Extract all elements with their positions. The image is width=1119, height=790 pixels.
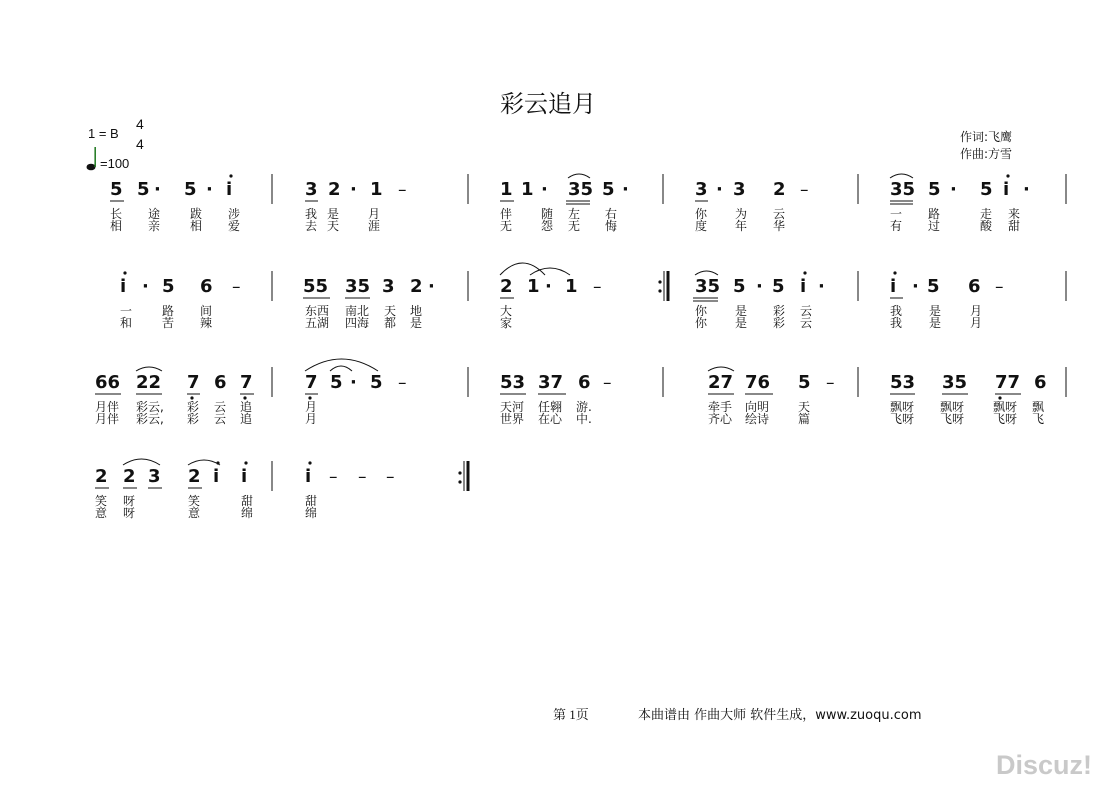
tempo-marking: =100 — [100, 156, 130, 171]
lyric-verse-1: 为 — [735, 207, 748, 221]
lyric-verse-2: 和 — [120, 316, 133, 330]
lyric-verse-2: 齐心 — [708, 412, 733, 426]
sustain-dash: – — [358, 467, 367, 487]
lyric-verse-2: 五湖 — [305, 316, 330, 330]
lyric-verse-1: 走 — [980, 207, 993, 221]
composer: 作曲:方雪 — [960, 147, 1013, 161]
jianpu-note: 77 — [995, 372, 1021, 393]
jianpu-note: 5 — [980, 179, 993, 200]
sustain-dash: – — [386, 467, 395, 487]
lyric-verse-1: 向明 — [745, 400, 770, 414]
jianpu-note: 1 — [527, 276, 540, 297]
jianpu-note: 6 — [578, 372, 591, 393]
dot-mark: · — [428, 276, 435, 297]
lyric-verse-2: 飞 — [1032, 412, 1045, 426]
lyric-verse-1: 甜 — [241, 494, 254, 508]
dot-mark: · — [206, 179, 213, 200]
jianpu-note: i — [120, 276, 127, 297]
jianpu-note: i — [800, 276, 807, 297]
dot-mark: · — [716, 179, 723, 200]
tie-slur — [330, 366, 352, 371]
jianpu-note: 1 — [565, 276, 578, 297]
lyric-verse-2: 家 — [500, 316, 513, 330]
dot-mark: · — [950, 179, 957, 200]
lyric-verse-2: 意 — [95, 506, 108, 520]
octave-dot — [998, 396, 1001, 399]
jianpu-note: 3 — [695, 179, 708, 200]
dot-mark: · — [545, 276, 552, 297]
jianpu-note: 6 — [968, 276, 981, 297]
lyric-verse-1: 飘呀 — [993, 400, 1018, 414]
key-signature: 1 = B — [88, 126, 119, 141]
page-number: 第 1页 — [553, 707, 589, 722]
dot-mark: · — [818, 276, 825, 297]
jianpu-note: 2 — [123, 466, 136, 487]
jianpu-note: 7 — [187, 372, 200, 393]
jianpu-note: 27 — [708, 372, 734, 393]
lyric-verse-2: 篇 — [798, 412, 811, 426]
lyric-verse-2: 爱 — [228, 219, 241, 233]
watermark: Discuz! — [996, 750, 1093, 780]
jianpu-note: 5 — [137, 179, 150, 200]
sustain-dash: – — [398, 180, 407, 200]
lyric-verse-2: 是 — [410, 316, 423, 330]
lyric-verse-2: 我 — [890, 316, 903, 330]
lyric-verse-1: 笑 — [188, 494, 201, 508]
dot-mark: · — [154, 179, 161, 200]
lyric-verse-2: 月 — [305, 412, 318, 426]
lyric-verse-2: 意 — [188, 506, 201, 520]
sustain-dash: – — [232, 277, 241, 297]
jianpu-note: 76 — [745, 372, 771, 393]
time-signature-denominator: 4 — [136, 136, 144, 152]
lyric-verse-2: 彩 — [187, 412, 200, 426]
jianpu-note: i — [213, 466, 220, 487]
lyric-verse-2: 辣 — [200, 316, 213, 330]
lyric-verse-1: 月 — [368, 207, 381, 221]
sustain-dash: – — [398, 373, 407, 393]
lyric-verse-1: 甜 — [305, 494, 318, 508]
lyric-verse-2: 过 — [928, 219, 941, 233]
lyric-verse-2: 华 — [773, 219, 786, 233]
lyric-verse-2: 绵 — [305, 506, 318, 520]
lyric-verse-2: 苦 — [162, 316, 175, 330]
lyric-verse-2: 云 — [800, 316, 813, 330]
jianpu-note: 5 — [798, 372, 811, 393]
octave-dot — [1006, 174, 1009, 177]
jianpu-note: 5 — [928, 179, 941, 200]
lyric-verse-1: 彩 — [187, 400, 200, 414]
lyric-verse-1: 左 — [568, 207, 581, 221]
lyric-verse-1: 追 — [240, 400, 253, 414]
jianpu-note: 5 — [772, 276, 785, 297]
dot-mark: · — [622, 179, 629, 200]
tie-slur — [136, 367, 162, 371]
jianpu-note: 6 — [1034, 372, 1047, 393]
lyricist: 作词:飞鹰 — [960, 130, 1013, 144]
jianpu-note: 3 — [733, 179, 746, 200]
dot-mark: · — [541, 179, 548, 200]
lyric-verse-1: 东西 — [305, 304, 330, 318]
dot-mark: · — [756, 276, 763, 297]
lyric-verse-1: 涉 — [228, 207, 241, 221]
lyric-verse-2: 年 — [735, 219, 748, 233]
jianpu-note: 1 — [500, 179, 513, 200]
sustain-dash: – — [800, 180, 809, 200]
lyric-verse-2: 天 — [327, 219, 340, 233]
lyric-verse-1: 天 — [798, 400, 811, 414]
jianpu-note: 1 — [370, 179, 383, 200]
jianpu-note: 5 — [602, 179, 615, 200]
lyric-verse-2: 是 — [735, 316, 748, 330]
jianpu-note: 2 — [410, 276, 423, 297]
jianpu-note: 5 — [184, 179, 197, 200]
lyric-verse-1: 是 — [735, 304, 748, 318]
jianpu-note: 35 — [568, 179, 594, 200]
dot-mark: · — [350, 372, 357, 393]
octave-dot — [229, 174, 232, 177]
jianpu-note: 5 — [370, 372, 383, 393]
lyric-verse-1: 笑 — [95, 494, 108, 508]
lyric-verse-1: 天河 — [500, 400, 525, 414]
octave-dot — [308, 461, 311, 464]
lyric-verse-2: 去 — [305, 219, 318, 233]
lyric-verse-1: 牵手 — [708, 400, 733, 414]
lyric-verse-1: 跋 — [190, 207, 203, 221]
lyric-verse-2: 度 — [695, 219, 708, 233]
lyric-verse-2: 悔 — [605, 219, 618, 233]
octave-dot — [190, 396, 193, 399]
jianpu-note: 35 — [890, 179, 916, 200]
octave-dot — [893, 271, 896, 274]
sustain-dash: – — [593, 277, 602, 297]
lyric-verse-2: 月 — [970, 316, 983, 330]
sustain-dash: – — [329, 467, 338, 487]
jianpu-note: 3 — [382, 276, 395, 297]
time-signature-numerator: 4 — [136, 116, 144, 132]
lyric-verse-2: 绵 — [241, 506, 254, 520]
lyric-verse-1: 是 — [327, 207, 340, 221]
lyric-verse-2: 呀 — [123, 506, 136, 520]
jianpu-note: 2 — [500, 276, 513, 297]
jianpu-note: i — [1003, 179, 1010, 200]
tie-slur — [708, 367, 734, 371]
lyric-verse-2: 酸 — [980, 219, 993, 233]
tie-slur — [123, 459, 160, 465]
lyric-verse-2: 飞呀 — [940, 412, 965, 426]
lyric-verse-2: 彩云, — [136, 412, 164, 426]
jianpu-note: 2 — [328, 179, 341, 200]
jianpu-note: 66 — [95, 372, 121, 393]
jianpu-note: i — [241, 466, 248, 487]
lyric-verse-2: 相 — [190, 219, 203, 233]
lyric-verse-1: 路 — [162, 304, 175, 318]
lyric-verse-1: 你 — [695, 304, 708, 318]
lyric-verse-2: 涯 — [368, 219, 381, 233]
dot-mark: · — [1023, 179, 1030, 200]
lyric-verse-1: 地 — [410, 304, 423, 318]
tie-slur — [530, 268, 570, 275]
jianpu-note: 37 — [538, 372, 564, 393]
lyric-verse-2: 你 — [695, 316, 708, 330]
dot-mark: · — [142, 276, 149, 297]
jianpu-note: 2 — [188, 466, 201, 487]
octave-dot — [243, 396, 246, 399]
sustain-dash: – — [995, 277, 1004, 297]
jianpu-note: 6 — [214, 372, 227, 393]
lyric-verse-1: 游. — [576, 400, 592, 414]
lyric-verse-1: 飘呀 — [890, 400, 915, 414]
lyric-verse-1: 我 — [890, 304, 903, 318]
lyric-verse-1: 我 — [305, 207, 318, 221]
lyric-verse-2: 无 — [568, 219, 581, 233]
tie-slur — [188, 460, 220, 465]
lyric-verse-2: 世界 — [500, 412, 525, 426]
jianpu-note: 2 — [773, 179, 786, 200]
lyric-verse-2: 飞呀 — [993, 412, 1018, 426]
dot-mark: · — [912, 276, 919, 297]
jianpu-note: 55 — [303, 276, 329, 297]
jianpu-note: 5 — [927, 276, 940, 297]
lyric-verse-2: 无 — [500, 219, 513, 233]
sustain-dash: – — [826, 373, 835, 393]
footer-credit: 本曲谱由 作曲大师 软件生成，www.zuoqu.com — [638, 708, 922, 723]
jianpu-note: i — [305, 466, 312, 487]
jianpu-note: 35 — [942, 372, 968, 393]
lyric-verse-1: 路 — [928, 207, 941, 221]
tie-slur — [695, 271, 718, 275]
octave-dot — [308, 396, 311, 399]
repeat-dot — [658, 280, 661, 283]
jianpu-note: 53 — [500, 372, 526, 393]
lyric-verse-1: 月 — [305, 400, 318, 414]
tie-slur — [500, 263, 545, 275]
lyric-verse-1: 间 — [200, 304, 213, 318]
lyric-verse-1: 呀 — [123, 494, 136, 508]
lyric-verse-2: 彩 — [773, 316, 786, 330]
lyric-verse-2: 甜 — [1008, 219, 1021, 233]
lyric-verse-1: 大 — [500, 304, 513, 318]
octave-dot — [803, 271, 806, 274]
jianpu-note: 7 — [240, 372, 253, 393]
lyric-verse-1: 来 — [1008, 207, 1021, 221]
lyric-verse-1: 月 — [970, 304, 983, 318]
sustain-dash: – — [603, 373, 612, 393]
lyric-verse-1: 彩云, — [136, 400, 164, 414]
jianpu-note: 35 — [695, 276, 721, 297]
jianpu-note: 53 — [890, 372, 916, 393]
lyric-verse-2: 相 — [110, 219, 123, 233]
jianpu-note: 35 — [345, 276, 371, 297]
dot-mark: · — [350, 179, 357, 200]
lyric-verse-1: 随 — [541, 207, 554, 221]
lyric-verse-2: 月伴 — [95, 412, 120, 426]
jianpu-note: i — [890, 276, 897, 297]
lyric-verse-2: 绘诗 — [745, 412, 770, 426]
lyric-verse-1: 云 — [773, 207, 786, 221]
score-title: 彩云追月 — [500, 90, 596, 118]
lyric-verse-2: 四海 — [345, 316, 370, 330]
lyric-verse-1: 飘呀 — [940, 400, 965, 414]
lyric-verse-1: 右 — [605, 207, 618, 221]
lyric-verse-1: 伴 — [500, 207, 513, 221]
lyric-verse-1: 一 — [890, 207, 903, 221]
jianpu-note: 3 — [305, 179, 318, 200]
tie-slur — [568, 174, 590, 178]
jianpu-note: 5 — [110, 179, 123, 200]
jianpu-note: 5 — [330, 372, 343, 393]
lyric-verse-1: 云 — [800, 304, 813, 318]
octave-dot — [123, 271, 126, 274]
lyric-verse-2: 追 — [240, 412, 253, 426]
lyric-verse-1: 一 — [120, 304, 133, 318]
repeat-dot — [458, 471, 461, 474]
lyric-verse-1: 你 — [695, 207, 708, 221]
tie-slur — [890, 174, 913, 178]
lyric-verse-1: 途 — [148, 207, 161, 221]
tie-slur — [305, 359, 378, 371]
jianpu-note: i — [226, 179, 233, 200]
jianpu-note: 5 — [162, 276, 175, 297]
lyric-verse-2: 亲 — [148, 219, 161, 233]
jianpu-note: 3 — [148, 466, 161, 487]
jianpu-note: 1 — [521, 179, 534, 200]
lyric-verse-1: 云 — [214, 400, 227, 414]
lyric-verse-1: 月伴 — [95, 400, 120, 414]
lyric-verse-1: 任翱 — [538, 400, 563, 414]
lyric-verse-2: 怨 — [541, 219, 554, 233]
jianpu-note: 2 — [95, 466, 108, 487]
jianpu-note: 5 — [733, 276, 746, 297]
lyric-verse-2: 飞呀 — [890, 412, 915, 426]
lyric-verse-2: 中. — [576, 412, 592, 426]
octave-dot — [244, 461, 247, 464]
lyric-verse-2: 是 — [929, 316, 942, 330]
repeat-dot — [658, 289, 661, 292]
jianpu-note: 7 — [305, 372, 318, 393]
lyric-verse-2: 都 — [384, 316, 397, 330]
lyric-verse-2: 有 — [890, 219, 903, 233]
lyric-verse-1: 天 — [384, 304, 397, 318]
repeat-dot — [458, 480, 461, 483]
lyric-verse-1: 彩 — [773, 304, 786, 318]
lyric-verse-1: 是 — [929, 304, 942, 318]
lyric-verse-1: 长 — [110, 207, 123, 221]
lyric-verse-2: 在心 — [538, 412, 563, 426]
jianpu-note: 6 — [200, 276, 213, 297]
lyric-verse-2: 云 — [214, 412, 227, 426]
lyric-verse-1: 南北 — [345, 304, 370, 318]
lyric-verse-1: 飘 — [1032, 400, 1045, 414]
jianpu-note: 22 — [136, 372, 162, 393]
